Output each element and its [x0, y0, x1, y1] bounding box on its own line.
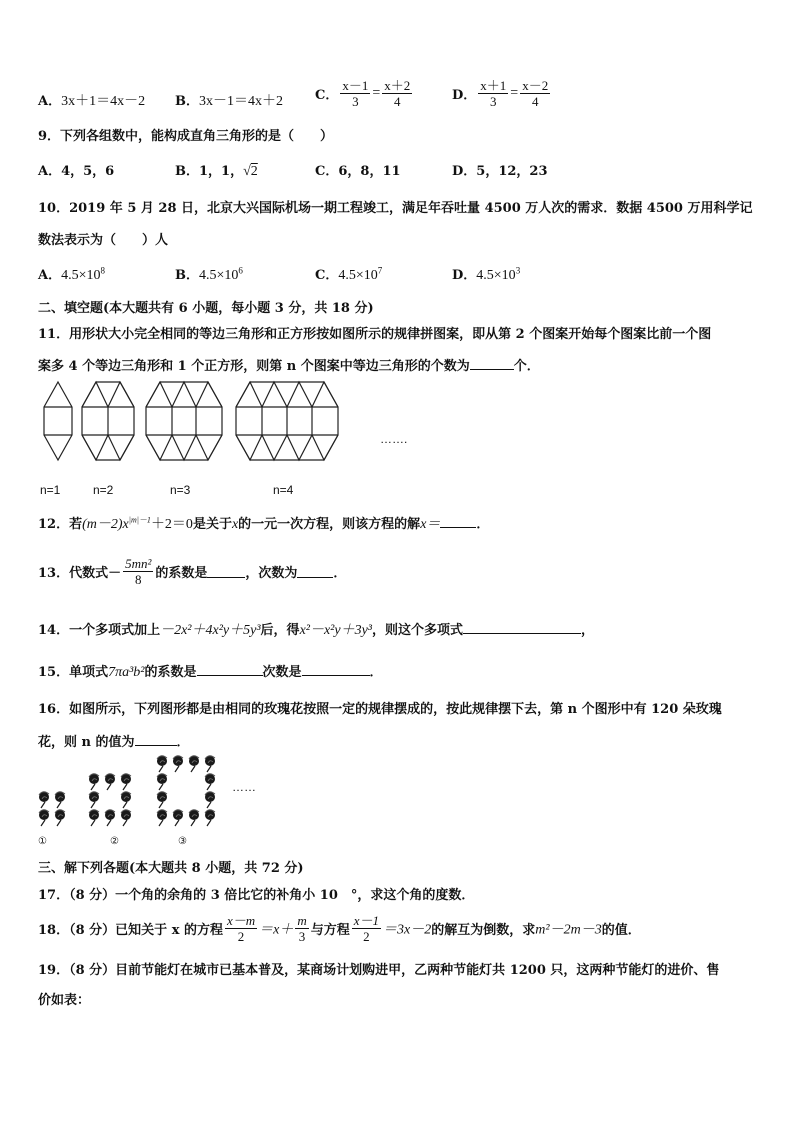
q16-label-1: ①	[38, 836, 47, 847]
rose-figure-1	[39, 792, 65, 826]
q16-label-3: ③	[178, 836, 187, 847]
q18-line: 18．（8 分）已知关于 x 的方程 $\frac{x-m}{2}$ ＝x＋ $\frac{m}{3}$ 与方程 $\frac{x-1}{2}$ ＝3x－2的解互为倒数，求m²－2m－3的值．	[38, 913, 641, 944]
q13-line: 13．代数式－ $\frac{\text{5mn²}}{8}$ 的系数是 ，次数为 ．	[38, 556, 347, 587]
q19-line2: 价如表：	[38, 993, 91, 1008]
q9-option-d: D．5，12，23	[452, 164, 548, 179]
section-2-heading: 二、填空题(本大题共有 6 小题，每小题 3 分，共 18 分)	[38, 301, 374, 316]
q16-ellipsis: ……	[232, 780, 256, 794]
q9-stem: 9．下列各组数中，能构成直角三角形的是（ ）	[38, 129, 334, 144]
q11-line1: 11．用形状大小完全相同的等边三角形和正方形按如图所示的规律拼图案，即从第 2 个图案开始每个图案比前一个图	[38, 327, 712, 342]
q16-rose-figure	[34, 752, 234, 832]
q11-label-n3: n=3	[170, 483, 191, 497]
q9-option-a: A．4，5，6	[38, 164, 115, 179]
q11-line2: 案多 4 个等边三角形和 1 个正方形，则第 n 个图案中等边三角形的个数为 个．	[38, 359, 540, 374]
q14-line: 14．一个多项式加上－2x²＋4x²y＋5y³后，得x²－x²y＋3y³，则这个多项式 ，	[38, 623, 595, 638]
q10-option-b: B．$4.5\times 10^6$	[175, 265, 243, 283]
q9-option-c: C．6，8，11	[315, 164, 401, 179]
q16-label-2: ②	[110, 836, 119, 847]
q8-option-b: B．3x－1＝4x＋2	[175, 94, 283, 109]
q16-line1: 16．如图所示，下列图形都是由相同的玫瑰花按照一定的规律摆成的，按此规律摆下去，第 n 个图形中有 120 朵玫瑰	[38, 702, 722, 717]
pattern-n2	[82, 382, 134, 460]
q11-ellipsis: …….	[380, 432, 408, 446]
q16-line2: 花，则 n 的值为 ．	[38, 735, 190, 750]
q8-option-c: C． $\frac{x-1}{3}$ = $\frac{x+2}{4}$	[315, 78, 411, 109]
q10-option-c: C．$4.5\times 10^7$	[315, 265, 383, 283]
q8-option-a: A．3x＋1＝4x－2	[38, 94, 146, 109]
pattern-n3	[146, 382, 222, 460]
q15-line: 15．单项式7πa³b²的系数是 次数是 ．	[38, 665, 383, 680]
q10-line2: 数法表示为（ ）人	[38, 233, 169, 248]
q10-option-a: A．$4.5\times 10^8$	[38, 265, 105, 283]
q11-pattern-figure	[36, 380, 366, 470]
q10-line1: 10．2019 年 5 月 28 日，北京大兴国际机场一期工程竣工，满足年吞吐量 4500 万人次的需求．数据 4500 万用科学记	[38, 201, 753, 216]
pattern-n4	[236, 382, 338, 460]
q19-line1: 19．（8 分）目前节能灯在城市已基本普及，某商场计划购进甲，乙两种节能灯共 1200 只，这两种节能灯的进价、售	[38, 963, 720, 978]
q11-label-n1: n=1	[40, 483, 61, 497]
q9-option-b: B．1，1，√2	[175, 164, 258, 179]
q11-label-n4: n=4	[273, 483, 294, 497]
rose-figure-2	[89, 774, 131, 826]
q8-option-d: D． $\frac{x+1}{3}$ = $\frac{x-2}{4}$	[452, 78, 549, 109]
q10-option-d: D．$4.5\times 10^3$	[452, 265, 521, 283]
rose-figure-3	[157, 756, 215, 826]
pattern-n1	[44, 382, 72, 460]
q11-label-n2: n=2	[93, 483, 114, 497]
q12-line: 12．若$(m-2)x^{|m|-1}+2=0$是关于x的一元一次方程，则该方程的解x＝ ．	[38, 515, 490, 532]
section-3-heading: 三、解下列各题(本大题共 8 小题，共 72 分)	[38, 861, 304, 876]
q17-line: 17．（8 分）一个角的余角的 3 倍比它的补角小 10 °，求这个角的度数．	[38, 888, 475, 903]
